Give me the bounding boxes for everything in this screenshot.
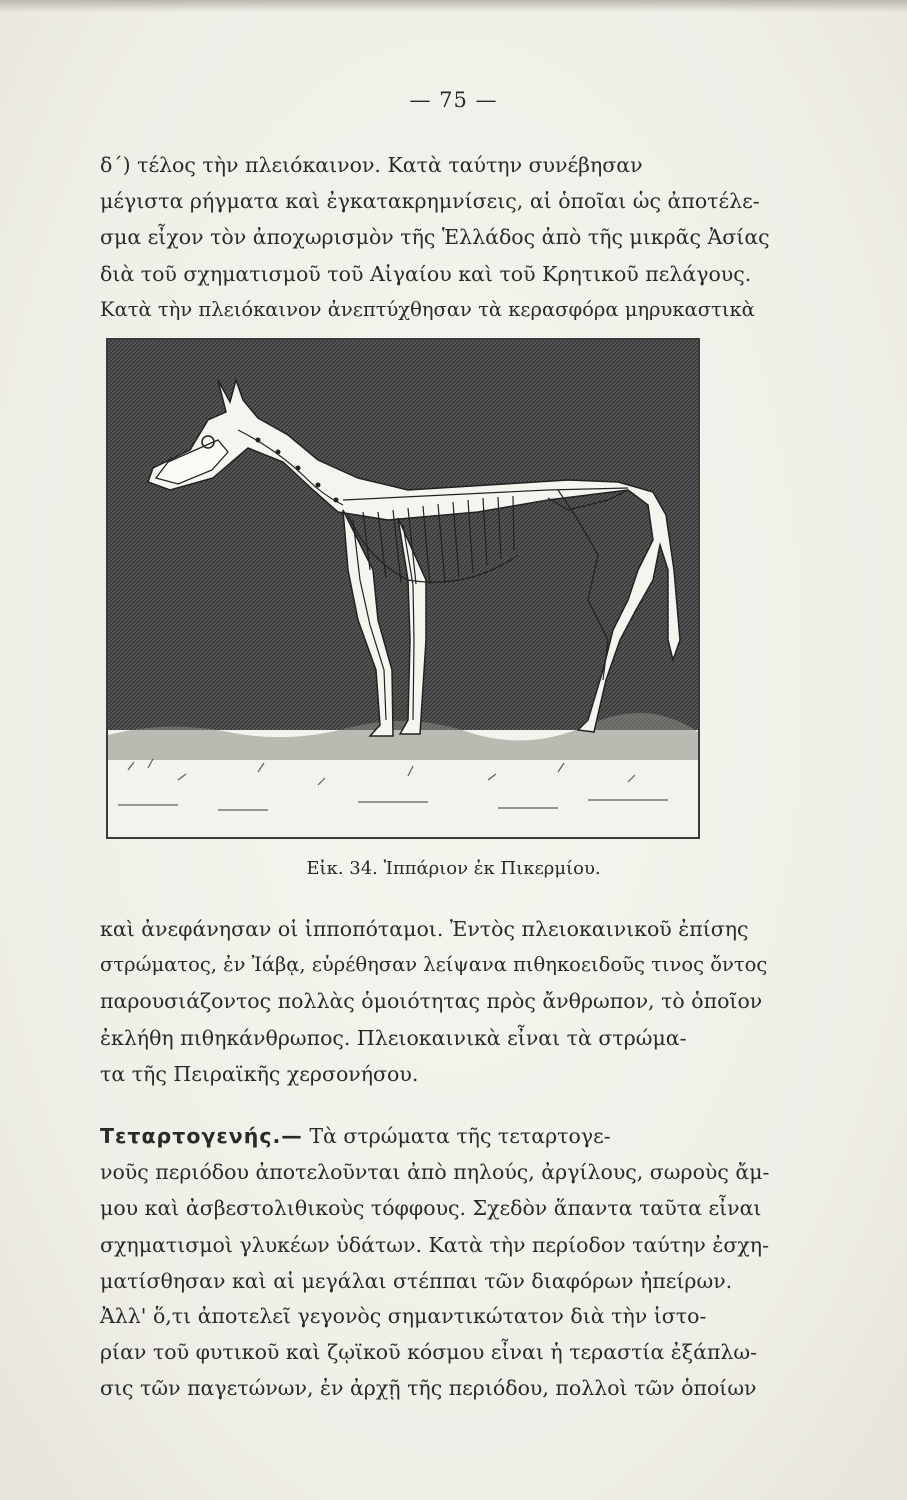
- text-line: τα τῆς Πειραϊκῆς χερσονήσου.: [100, 1061, 419, 1086]
- text-line: νοῦς περιόδου ἀποτελοῦνται ἀπὸ πηλούς, ἀργίλους, σωροὺς ἄμ-: [100, 1160, 770, 1185]
- text-line: καὶ ἀνεφάνησαν οἱ ἱπποπόταμοι. Ἐντὸς πλειοκαινικοῦ ἐπίσης: [100, 917, 749, 941]
- text-line: δ΄) τέλος τὴν πλειόκαινον. Κατὰ ταύτην συνέβησαν: [100, 153, 643, 177]
- text-line: στρώματος, ἐν Ἰάβᾳ, εὑρέθησαν λείψανα πιθηκοειδοῦς τινος ὄντος: [100, 953, 768, 977]
- text-line: σχηματισμοὶ γλυκέων ὑδάτων. Κατὰ τὴν περίοδον ταύτην ἐσχη-: [100, 1232, 770, 1257]
- text-line: ἐκλήθη πιθηκάνθρωπος. Πλειοκαινικὰ εἶναι τὰ στρώμα-: [100, 1025, 687, 1050]
- paragraph-quaternary: [100, 1118, 770, 1299]
- scan-edge: [0, 0, 907, 12]
- hipparion-skeleton-drawing: [108, 340, 698, 837]
- text-line: [100, 1118, 770, 1154]
- page-number: — 75 —: [409, 88, 498, 112]
- text-line: ματίσθησαν καὶ αἱ μεγάλαι στέππαι τῶν διαφόρων ἠπείρων.: [100, 1268, 733, 1293]
- section-heading-quaternary: Τεταρτογενής.—: [100, 1124, 303, 1148]
- figure-caption: Εἰκ. 34. Ἱππάριον ἐκ Πικερμίου.: [306, 858, 601, 879]
- text-line: μου καὶ ἀσβεστολιθικοὺς τόφφους. Σχεδὸν ἅπαντα ταῦτα εἶναι: [100, 1196, 762, 1221]
- text-fragment: Τὰ στρώματα τῆς τεταρτογε-: [309, 1124, 611, 1148]
- text-line: Κατὰ τὴν πλειόκαινον ἀνεπτύχθησαν τὰ κερασφόρα μηρυκαστικὰ: [100, 297, 755, 321]
- text-line: Ἀλλ' ὅ,τι ἀποτελεῖ γεγονὸς σημαντικώτατον διὰ τὴν ἱστο-: [100, 1304, 707, 1328]
- text-line: ρίαν τοῦ φυτικοῦ καὶ ζῳϊκοῦ κόσμου εἶναι ἡ τεραστία ἐξάπλω-: [100, 1340, 758, 1365]
- text-line: μέγιστα ρήγματα καὶ ἐγκατακρημνίσεις, αἱ ὁποῖαι ὡς ἀποτέλε-: [100, 189, 760, 214]
- paragraph-pithecanthropus: [100, 911, 770, 1092]
- paragraph-glaciers: [100, 1298, 770, 1407]
- hipparion-skeleton-illustration: [106, 338, 700, 839]
- text-line: παρουσιάζοντος πολλὰς ὁμοιότητας πρὸς ἄνθρωπον, τὸ ὁποῖον: [100, 989, 763, 1014]
- text-line: σις τῶν παγετώνων, ἐν ἀρχῇ τῆς περιόδου, πολλοὶ τῶν ὁποίων: [100, 1376, 757, 1401]
- text-line: διὰ τοῦ σχηματισμοῦ τοῦ Αἰγαίου καὶ τοῦ Κρητικοῦ πελάγους.: [100, 261, 752, 286]
- paragraph-pliocene: [100, 147, 770, 328]
- text-line: σμα εἶχον τὸν ἀποχωρισμὸν τῆς Ἑλλάδος ἀπὸ τῆς μικρᾶς Ἀσίας: [100, 225, 770, 250]
